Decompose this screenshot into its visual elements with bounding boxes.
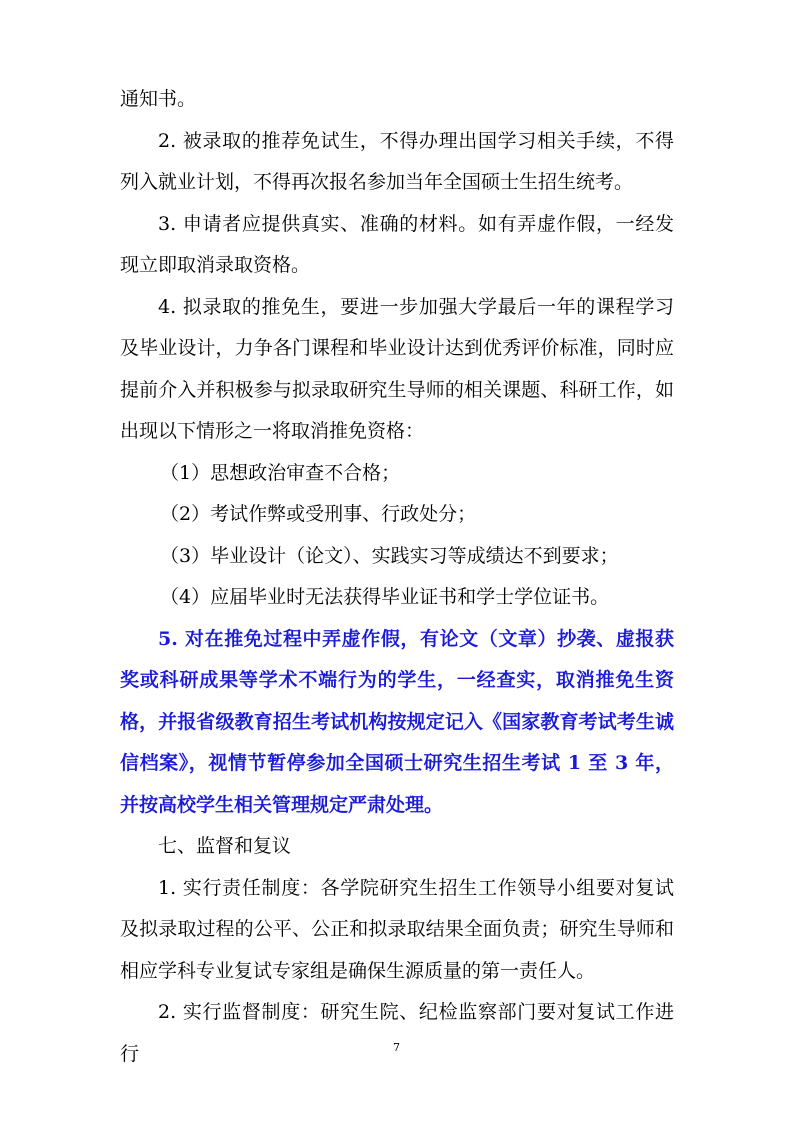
paragraph-item-5-highlighted: 5. 对在推免过程中弄虚作假，有论文（文章）抄袭、虚报获奖或科研成果等学术不端行为的学生，一经查实，取消推免生资格，并报省级教育招生考试机构按规定记入《国家教育考试考生诚信档案》，视情节暂停参加全国硕士研究生招生考试 1 至 3 年，并按高校学生相关管理规定严肃处理。	[120, 627, 674, 816]
section-heading-supervision: 七、监督和复议	[158, 835, 292, 857]
paragraph-supervision-system: 2. 实行监督制度：研究生院、纪检监察部门要对复试工作进行	[120, 1001, 674, 1065]
paragraph-item-3: 3. 申请者应提供真实、准确的材料。如有弄虚作假，一经发现立即取消录取资格。	[120, 212, 674, 276]
list-item-condition-2: （2）考试作弊或受刑事、行政处分；	[160, 503, 477, 525]
paragraph-item-4: 4. 拟录取的推免生，要进一步加强大学最后一年的课程学习及毕业设计，力争各门课程和毕业设计达到优秀评价标准，同时应提前介入并积极参与拟录取研究生导师的相关课题、科研工作，如出现以下情形之一将取消推免资格：	[120, 295, 674, 442]
paragraph-responsibility-system: 1. 实行责任制度：各学院研究生招生工作领导小组要对复试及拟录取过程的公平、公正和拟录取结果全面负责；研究生导师和相应学科专业复试专家组是确保生源质量的第一责任人。	[120, 876, 674, 982]
list-item-condition-3: （3）毕业设计（论文）、实践实习等成绩达不到要求；	[160, 544, 619, 567]
document-body	[120, 79, 674, 1075]
list-item-condition-1: （1）思想政治审查不合格；	[160, 461, 401, 484]
page-number: 7	[393, 1041, 400, 1054]
paragraph-item-2: 2. 被录取的推荐免试生，不得办理出国学习相关手续，不得列入就业计划，不得再次报名参加当年全国硕士生招生统考。	[120, 129, 674, 193]
paragraph-continuation: 通知书。	[120, 88, 197, 110]
list-item-condition-4: （4）应届毕业时无法获得毕业证书和学士学位证书。	[160, 586, 610, 608]
